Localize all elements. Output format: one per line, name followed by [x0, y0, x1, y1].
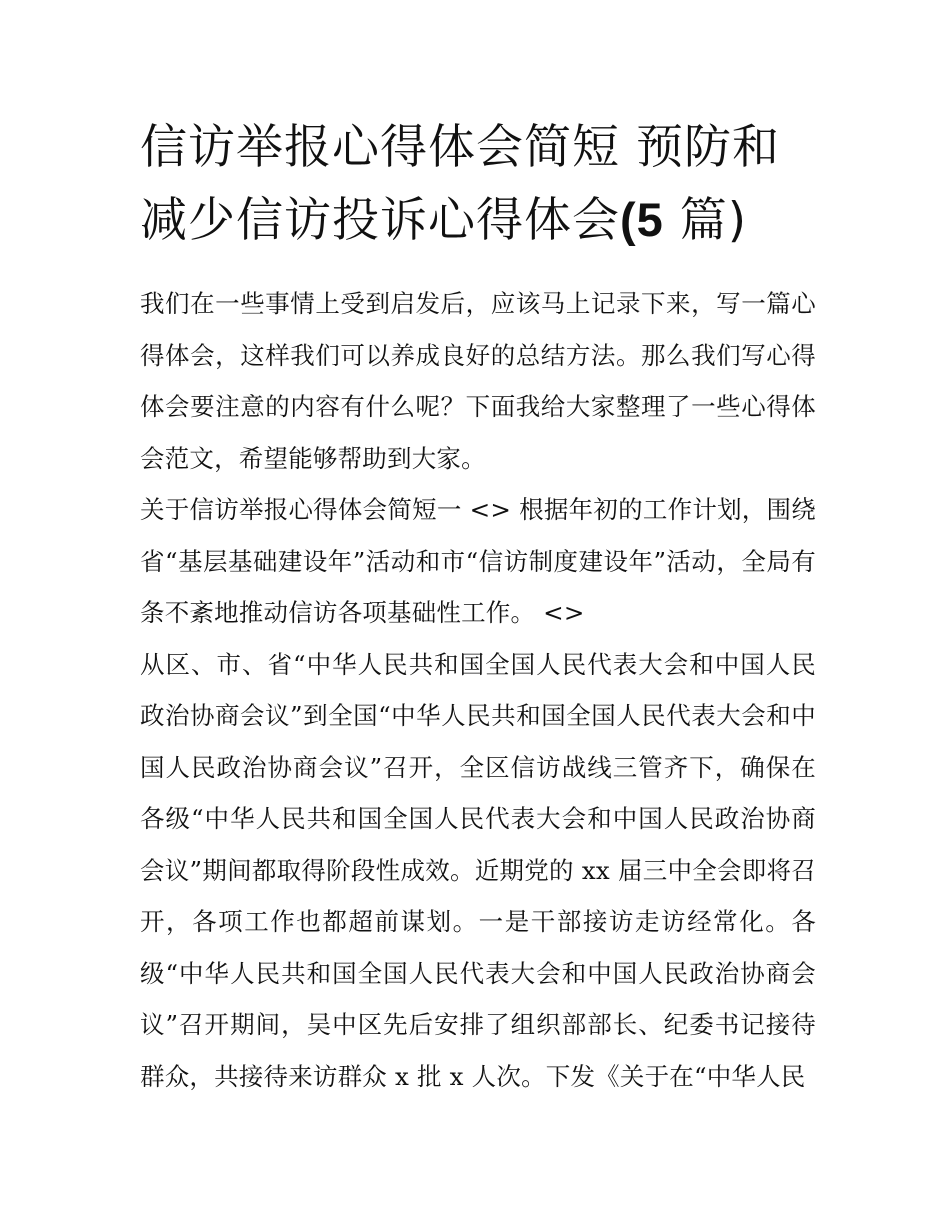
- body-paragraph: 从区、市、省“中华人民共和国全国人民代表大会和中国人民政治协商会议”到全国“中华人民共和国全国人民代表大会和中国人民政治协商会议”召开，全区信访战线三管齐下，确保在各级“中华人民共和国全国人民代表大会和中国人民政治协商会议”期间都取得阶段性成效。近期党的 xx 届三中全会即将召开，各项工作也都超前谋划。一是干部接访走访经常化。各级“中华人民共和国全国人民代表大会和中国人民政治协商会议”召开期间，吴中区先后安排了组织部部长、纪委书记接待群众，共接待来访群众 x 批 x 人次。下发《关于在“中华人民: [140, 649, 816, 1091]
- title-text: 信访举报心得体会简短 预防和减少信访投诉心得体会: [140, 120, 780, 248]
- title-count: (5: [620, 193, 664, 246]
- document-body: [140, 278, 816, 1102]
- section-one-paragraph: 关于信访举报心得体会简短一 <> 根据年初的工作计划，围绕省“基层基础建设年”活动和市“信访制度建设年”活动，全局有条不紊地推动信访各项基础性工作。 <>: [140, 495, 816, 627]
- document-title: [140, 112, 820, 257]
- intro-paragraph: 我们在一些事情上受到启发后，应该马上记录下来，写一篇心得体会，这样我们可以养成良好的总结方法。那么我们写心得体会要注意的内容有什么呢？下面我给大家整理了一些心得体会范文，希望能够帮助到大家。: [140, 289, 816, 473]
- title-suffix: 篇): [663, 193, 748, 248]
